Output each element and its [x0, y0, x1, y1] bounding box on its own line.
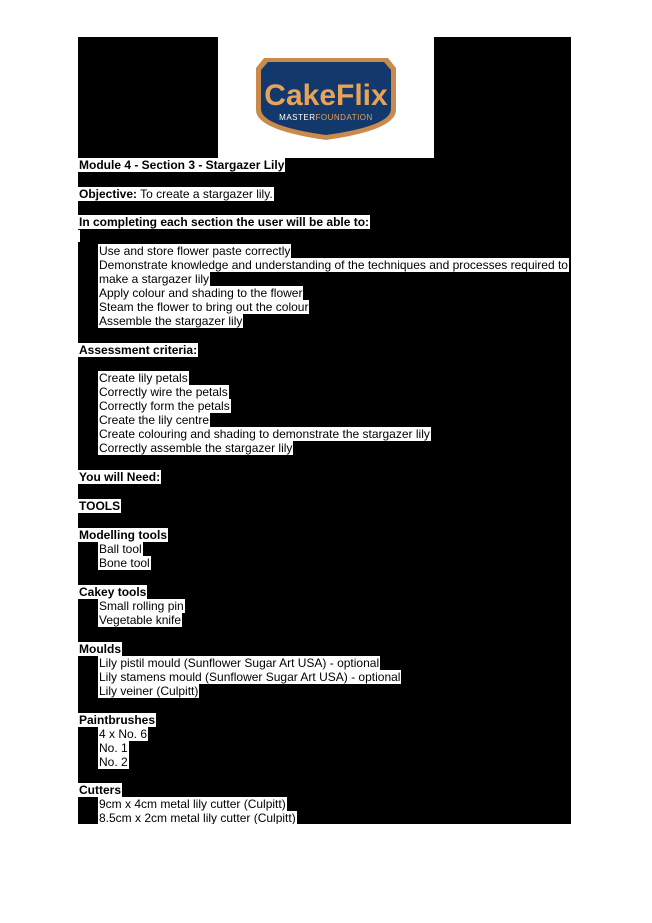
list-item: Steam the flower to bring out the colour — [99, 300, 309, 314]
text-cursor-mark — [78, 230, 80, 242]
list-item: No. 1 — [99, 741, 128, 755]
logo-tagline-foundation: FOUNDATION — [315, 112, 373, 122]
list-item: Small rolling pin — [99, 599, 184, 613]
logo-tagline-master: MASTER — [279, 112, 316, 122]
list-item: Lily veiner (Culpitt) — [99, 684, 199, 698]
list-item: Demonstrate knowledge and understanding of the techniques and processes required to — [99, 258, 568, 272]
section-heading-moulds: Moulds — [79, 642, 121, 656]
list-item: make a stargazer lily — [99, 272, 210, 286]
list-item: Correctly assemble the stargazer lily — [99, 441, 293, 455]
list-item: Assemble the stargazer lily — [99, 314, 243, 328]
logo-box — [218, 37, 434, 158]
list-item: Bone tool — [99, 556, 150, 570]
list-item: 4 x No. 6 — [99, 727, 148, 741]
list-item: Lily stamens mould (Sunflower Sugar Art USA) - optional — [99, 670, 401, 684]
page-title: Module 4 - Section 3 - Stargazer Lily — [79, 158, 285, 172]
section-heading-paintbrushes: Paintbrushes — [79, 713, 156, 727]
logo-brand: CakeFlix — [264, 78, 388, 112]
list-item: Create the lily centre — [99, 413, 210, 427]
section-heading-cakey-tools: Cakey tools — [79, 585, 147, 599]
objective-line — [78, 187, 274, 201]
cakeflix-logo — [250, 52, 402, 144]
tools-heading: TOOLS — [79, 499, 121, 513]
list-item: Create colouring and shading to demonstrate the stargazer lily — [99, 427, 430, 441]
assessment-heading: Assessment criteria: — [79, 343, 198, 357]
list-item: No. 2 — [99, 755, 128, 769]
section-heading-modelling-tools: Modelling tools — [79, 528, 167, 542]
section-heading-cutters: Cutters — [79, 783, 122, 797]
objective-label: Objective: — [79, 187, 138, 201]
list-item: Correctly form the petals — [99, 399, 230, 413]
list-item: Lily pistil mould (Sunflower Sugar Art USA) - optional — [99, 656, 380, 670]
completing-heading: In completing each section the user will be able to: — [79, 215, 370, 229]
list-item: 9cm x 4cm metal lily cutter (Culpitt) — [99, 797, 286, 811]
list-item: Use and store flower paste correctly — [99, 244, 291, 258]
list-item: Apply colour and shading to the flower — [99, 286, 303, 300]
you-will-need-heading: You will Need: — [79, 470, 161, 484]
objective-text: To create a stargazer lily. — [137, 187, 273, 201]
document-page — [78, 37, 571, 824]
list-item: Create lily petals — [99, 371, 188, 385]
svg-text:MASTERFOUNDATION — [279, 113, 373, 122]
list-item: Vegetable knife — [99, 613, 182, 627]
list-item: 8.5cm x 2cm metal lily cutter (Culpitt) — [99, 811, 296, 824]
list-item: Correctly wire the petals — [99, 385, 228, 399]
list-item: Ball tool — [99, 542, 142, 556]
